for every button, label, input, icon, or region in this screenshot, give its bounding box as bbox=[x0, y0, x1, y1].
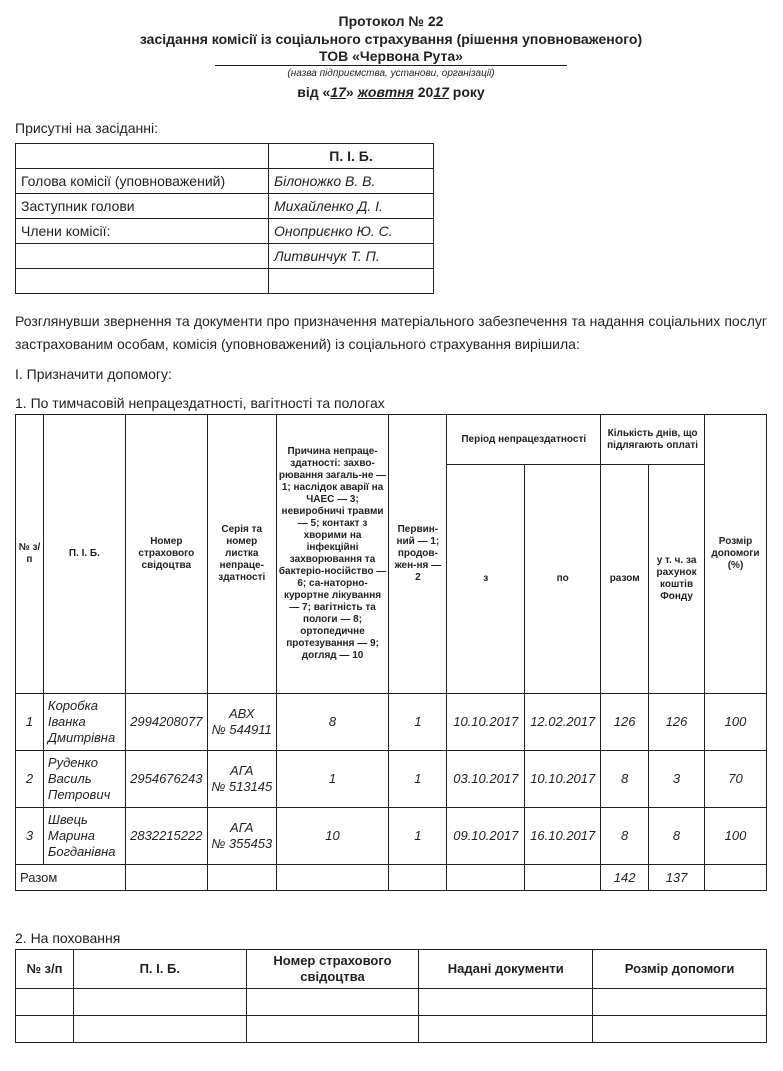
role-cell: Голова комісії (уповноважений) bbox=[16, 169, 269, 194]
name-cell: Білоножко В. В. bbox=[269, 169, 434, 194]
primary-header: Первин-ний — 1; продов-жен-ня — 2 bbox=[389, 415, 447, 694]
date-day: 17 bbox=[330, 84, 346, 100]
name-cell: Михайленко Д. І. bbox=[269, 194, 434, 219]
total-days-header: разом bbox=[601, 465, 649, 694]
table-row: 3 Швець Марина Богданівна 2832215222 АГА № 355453 10 1 09.10.2017 16.10.2017 8 8 100 bbox=[16, 808, 767, 865]
table-header-row bbox=[16, 415, 767, 465]
name-cell: Оноприєнко Ю. С. bbox=[269, 219, 434, 244]
decision-text: Розглянувши звернення та документи про призначення матеріального забезпечення та надання соціальних послуг застрахованим особам, комісія (уповноважений) із соціального страхування вирішила: bbox=[15, 313, 767, 352]
name-cell bbox=[269, 269, 434, 294]
table-row bbox=[16, 244, 434, 269]
totals-label: Разом bbox=[16, 865, 126, 891]
table-row: 1 Коробка Іванка Дмитрівна 2994208077 АВХ № 544911 8 1 10.10.2017 12.02.2017 126 126 100 bbox=[16, 694, 767, 751]
protocol-subtitle: засідання комісії із соціального страхування (рішення уповноваженого) bbox=[139, 31, 643, 47]
insurance-number: 2994208077 bbox=[125, 694, 207, 751]
role-cell: Члени комісії: bbox=[16, 219, 269, 244]
table-row bbox=[16, 219, 434, 244]
table-row bbox=[16, 989, 767, 1016]
fund-days: 137 bbox=[649, 865, 705, 891]
burial-table bbox=[15, 949, 767, 1043]
person-name: Коробка Іванка Дмитрівна bbox=[43, 694, 125, 751]
role-cell bbox=[16, 244, 269, 269]
sheet-number: АГА № 355453 bbox=[207, 808, 276, 865]
table-row bbox=[16, 269, 434, 294]
num-header: № з/п bbox=[16, 415, 44, 694]
name-header: П. І. Б. bbox=[73, 950, 246, 989]
insurance-header: Номер страхового свідоцтва bbox=[125, 415, 207, 694]
organization-name: ТОВ «Червона Рута» bbox=[215, 48, 567, 66]
from-header: з bbox=[447, 465, 525, 694]
name-cell: Литвинчук Т. П. bbox=[269, 244, 434, 269]
fund-days-header: у т. ч. за рахунок коштів Фонду bbox=[649, 465, 705, 694]
role-cell bbox=[16, 269, 269, 294]
sheet-number: АВХ № 544911 bbox=[207, 694, 276, 751]
role-cell: Заступник голови bbox=[16, 194, 269, 219]
protocol-document bbox=[15, 12, 767, 984]
name-header: П. І. Б. bbox=[43, 415, 125, 694]
person-name: Швець Марина Богданівна bbox=[43, 808, 125, 865]
totals-row bbox=[16, 865, 767, 891]
sheet-number: АГА № 513145 bbox=[207, 751, 276, 808]
table-row bbox=[16, 169, 434, 194]
num-header: № з/п bbox=[16, 950, 74, 989]
to-header: по bbox=[525, 465, 601, 694]
protocol-date: від «17» жовтня 2017 року bbox=[297, 84, 485, 100]
table-row: 2 Руденко Василь Петрович 2954676243 АГА № 513145 1 1 03.10.2017 10.10.2017 8 3 70 bbox=[16, 751, 767, 808]
name-column-header: П. І. Б. bbox=[269, 144, 434, 169]
section-title: І. Призначити допомогу: bbox=[15, 366, 172, 382]
table-header-row bbox=[16, 950, 767, 989]
documents-header: Надані документи bbox=[419, 950, 593, 989]
benefits-table bbox=[15, 414, 767, 891]
person-name: Руденко Василь Петрович bbox=[43, 751, 125, 808]
amount-header: Розмір допомоги (%) bbox=[705, 415, 767, 694]
table-row bbox=[16, 1016, 767, 1043]
table-row bbox=[16, 194, 434, 219]
reason-header: Причина непраце-здатності: захво-рювання загаль-не — 1; наслідок аварії на ЧАЕС — 3; невиробничі травми — 5; контакт з хворими на інфекційні захворювання та бактеріо-носійство — 6; са-наторно-курортне лікування — 7; вагітність та пологи — 8; ортопедичне протезування — 9; догляд — 10 bbox=[276, 415, 389, 694]
period-header: Період непрацездатності bbox=[447, 415, 601, 465]
attendees-table bbox=[15, 143, 434, 294]
table-row bbox=[16, 144, 434, 169]
amount-header: Розмір допомоги bbox=[593, 950, 767, 989]
insurance-number: 2832215222 bbox=[125, 808, 207, 865]
burial-table-title: 2. На поховання bbox=[15, 930, 121, 946]
date-month: жовтня bbox=[357, 84, 414, 100]
insurance-number: 2954676243 bbox=[125, 751, 207, 808]
benefits-table-title: 1. По тимчасовій непрацездатності, вагітності та пологах bbox=[15, 395, 385, 411]
attendees-label: Присутні на засіданні: bbox=[15, 120, 158, 136]
protocol-title: Протокол № 22 bbox=[338, 13, 444, 29]
days-header: Кількість днів, що підлягають оплаті bbox=[601, 415, 705, 465]
organization-hint: (назва підприємства, установи, організації) bbox=[287, 68, 495, 79]
insurance-header: Номер страхового свідоцтва bbox=[246, 950, 419, 989]
sheet-header: Серія та номер листка непраце-здатності bbox=[207, 415, 276, 694]
total-days: 142 bbox=[601, 865, 649, 891]
date-year: 17 bbox=[433, 84, 449, 100]
